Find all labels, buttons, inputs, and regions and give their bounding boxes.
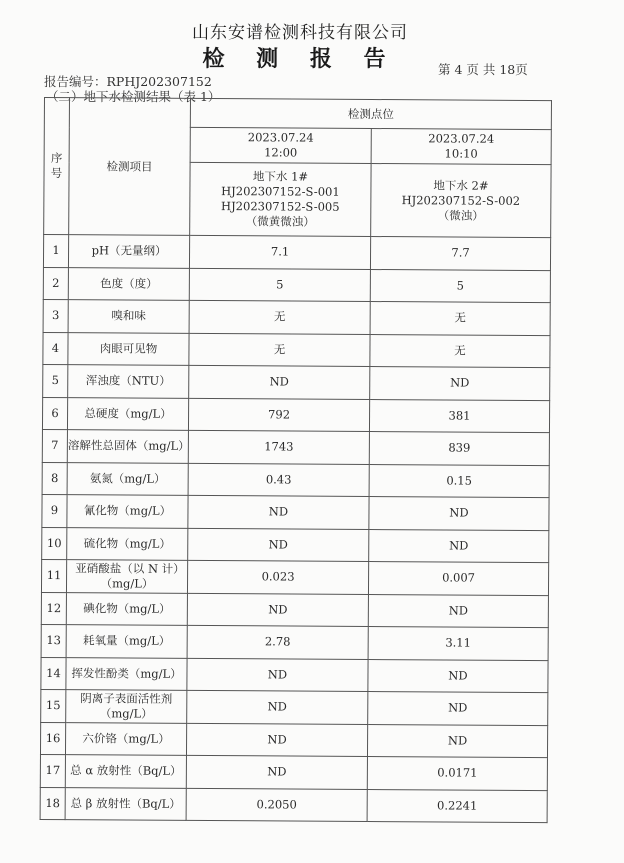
row-serial: 16: [40, 722, 65, 755]
table-row: [43, 235, 550, 271]
row-item: 亚硝酸盐（以 N 计）（mg/L）: [66, 560, 187, 593]
row-serial: 1: [43, 235, 68, 268]
row-value-point-2: 0.0171: [367, 756, 547, 790]
header-serial: 序号: [44, 98, 70, 235]
row-serial: 13: [41, 624, 66, 657]
row-item: 六价铬（mg/L）: [65, 722, 186, 755]
point-1-sample: 地下水 1# HJ202307152-S-001 HJ202307152-S-005 （微黄微浊）: [190, 162, 371, 236]
row-item: 总 α 放射性（Bq/L）: [65, 755, 186, 788]
row-item: 氰化物（mg/L）: [67, 495, 188, 528]
point-1-datetime: 2023.07.24 12:00: [190, 127, 371, 163]
row-value-point-1: 1743: [188, 430, 369, 464]
row-value-point-2: 0.15: [369, 464, 549, 498]
row-value-point-2: 无: [370, 301, 550, 335]
row-item: 挥发性酚类（mg/L）: [66, 657, 187, 690]
table-row: [40, 754, 547, 790]
row-value-point-2: ND: [367, 724, 547, 758]
row-value-point-1: ND: [186, 755, 367, 789]
table-row: [43, 267, 550, 303]
table-row: [42, 429, 549, 465]
row-serial: 17: [40, 754, 65, 787]
row-value-point-1: 无: [189, 333, 370, 367]
row-value-point-1: ND: [187, 658, 368, 692]
row-serial: 8: [42, 462, 67, 495]
row-value-point-2: 0.007: [368, 561, 548, 595]
row-item: 阴离子表面活性剂（mg/L）: [66, 690, 187, 723]
table-row: [43, 364, 550, 400]
row-item: 氨氮（mg/L）: [67, 462, 188, 495]
row-item: 硫化物（mg/L）: [67, 527, 188, 560]
row-value-point-2: 381: [369, 399, 549, 433]
row-serial: 2: [43, 267, 68, 300]
table-row: [41, 624, 548, 660]
row-value-point-1: 0.023: [187, 560, 368, 594]
page-info: 第 4 页 共 18页: [438, 62, 528, 77]
row-value-point-2: ND: [369, 496, 549, 530]
row-serial: 4: [43, 332, 68, 365]
table-row: [41, 689, 548, 725]
row-value-point-1: ND: [186, 723, 367, 757]
row-value-point-2: 5: [370, 269, 550, 303]
row-value-point-2: 3.11: [368, 626, 548, 660]
row-value-point-1: 0.2050: [186, 788, 367, 822]
row-item: 浑浊度（NTU）: [68, 365, 189, 398]
table-row: [42, 397, 549, 433]
table-row: [40, 787, 547, 823]
row-value-point-2: 无: [370, 334, 550, 368]
row-value-point-2: ND: [369, 529, 549, 563]
row-item: 总 β 放射性（Bq/L）: [65, 787, 186, 820]
row-serial: 10: [42, 527, 67, 560]
table-row: [41, 592, 548, 628]
header-item: 检测项目: [69, 98, 191, 236]
row-value-point-1: 792: [188, 398, 369, 432]
row-item: 耗氧量（mg/L）: [66, 625, 187, 658]
row-item: 嗅和味: [68, 300, 189, 333]
row-serial: 15: [41, 689, 66, 722]
point-2-datetime: 2023.07.24 10:10: [371, 129, 551, 165]
table-row: [42, 494, 549, 530]
section-title: （二）地下水检测结果（表 1）: [46, 89, 221, 104]
row-value-point-2: 0.2241: [367, 789, 547, 823]
row-value-point-1: ND: [188, 528, 369, 562]
row-item: 色度（度）: [68, 267, 189, 300]
row-item: 溶解性总固体（mg/L）: [67, 430, 188, 463]
row-item: 总硬度（mg/L）: [67, 397, 188, 430]
table-row: [42, 527, 549, 563]
row-value-point-1: ND: [189, 365, 370, 399]
row-value-point-1: 2.78: [187, 625, 368, 659]
header-points: 检测点位: [190, 98, 551, 129]
row-value-point-2: ND: [370, 366, 550, 400]
row-value-point-1: 7.1: [189, 235, 370, 269]
table-row: [43, 299, 550, 335]
row-serial: 12: [41, 592, 66, 625]
row-value-point-1: ND: [187, 690, 368, 724]
table-row: [42, 462, 549, 498]
table-row: [43, 332, 550, 368]
row-serial: 7: [42, 429, 67, 462]
table-row: [41, 559, 548, 595]
row-value-point-2: ND: [368, 594, 548, 628]
row-item: pH（无量纲）: [68, 235, 189, 268]
row-value-point-1: 5: [189, 268, 370, 302]
results-table: [40, 97, 552, 823]
row-value-point-2: ND: [368, 691, 548, 725]
row-serial: 5: [43, 364, 68, 397]
row-serial: 6: [42, 397, 67, 430]
row-serial: 9: [42, 494, 67, 527]
row-item: 肉眼可见物: [68, 332, 189, 365]
row-value-point-2: 839: [369, 431, 549, 465]
row-item: 碘化物（mg/L）: [66, 592, 187, 625]
point-2-sample: 地下水 2# HJ202307152-S-002 （微浊）: [371, 163, 551, 237]
table-row: [40, 722, 547, 758]
row-serial: 14: [41, 657, 66, 690]
company-name: 山东安谱检测科技有限公司: [192, 23, 408, 43]
table-row: [41, 657, 548, 693]
row-value-point-2: ND: [368, 659, 548, 693]
row-serial: 11: [41, 559, 66, 592]
row-value-point-1: 无: [189, 300, 370, 334]
row-value-point-1: 0.43: [188, 463, 369, 497]
row-value-point-1: ND: [188, 495, 369, 529]
row-serial: 3: [43, 299, 68, 332]
report-number: 报告编号：RPHJ202307152: [44, 74, 212, 89]
row-value-point-1: ND: [187, 593, 368, 627]
row-value-point-2: 7.7: [370, 236, 550, 270]
row-serial: 18: [40, 787, 65, 820]
results-rows: [40, 235, 551, 823]
report-title: 检 测 报 告: [202, 46, 398, 72]
